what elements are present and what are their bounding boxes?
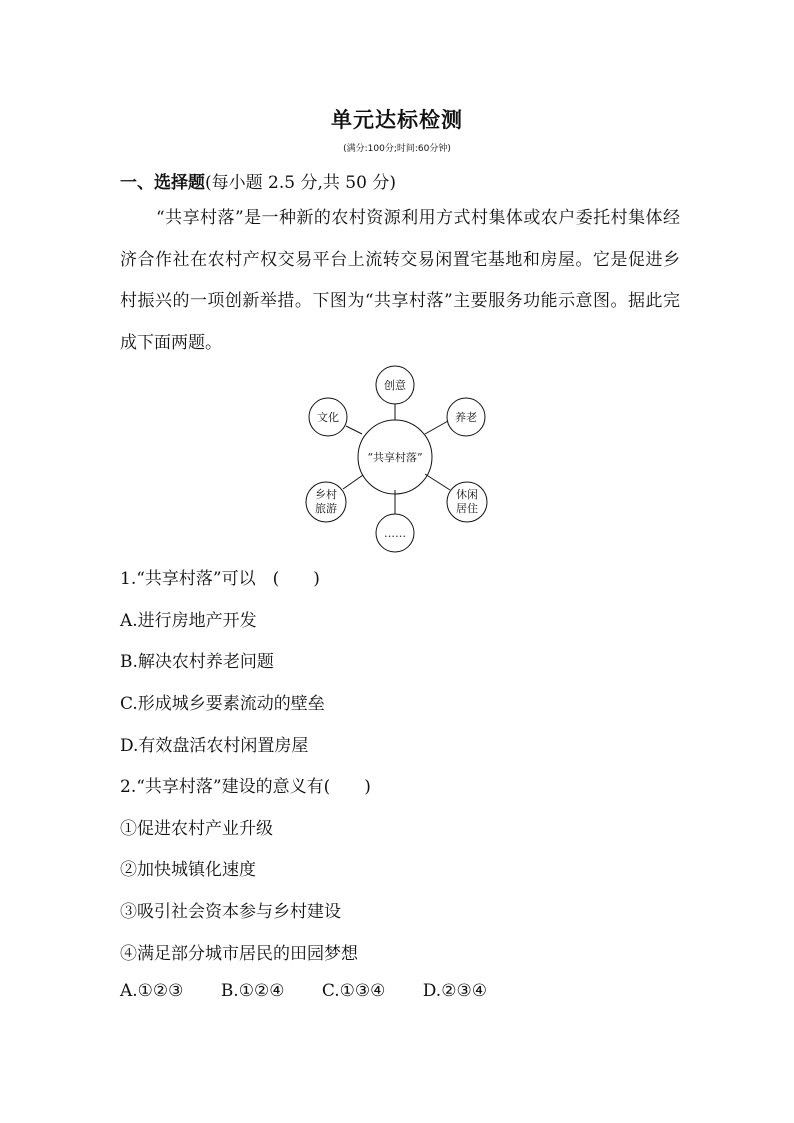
node-creative-label: 创意 — [384, 379, 406, 392]
node-leisure-label-line1: 休闲 — [456, 488, 478, 501]
connector-rural-tourism — [343, 475, 363, 489]
connector-leisure — [425, 474, 450, 490]
node-leisure-label-line2: 居住 — [456, 502, 478, 515]
node-rural-tourism-label-line1: 乡村 — [315, 488, 337, 501]
section-number: 一、 — [120, 173, 154, 193]
connector-elderly-care — [425, 421, 448, 434]
center-node-label: “共享村落” — [367, 451, 423, 464]
question-2-statement-4: ④满足部分城市居民的田园梦想 — [120, 944, 358, 964]
passage-text: “共享村落”是一种新的农村资源利用方式村集体或农户委托村集体经济合作社在农村产权交易平台上流转交易闲置宅基地和房屋。它是促进乡村振兴的一项创新举措。下图为“共享村落”主要服务功能示意图。据此完成下面两题。 — [120, 208, 680, 353]
section-heading — [120, 168, 396, 193]
question-2-statement-2: ②加快城镇化速度 — [120, 860, 256, 880]
question-1-option-a: A.进行房地产开发 — [120, 611, 257, 631]
question-1-option-c: C.形成城乡要素流动的壁垒 — [120, 694, 325, 714]
node-rural-tourism-label-line2: 旅游 — [315, 502, 337, 515]
node-culture-label: 文化 — [317, 411, 339, 424]
question-1-option-b: B.解决农村养老问题 — [120, 652, 274, 672]
question-1-option-d: D.有效盘活农村闲置房屋 — [120, 736, 309, 756]
question-2-option-d: D.②③④ — [422, 981, 487, 1001]
question-2-options — [120, 981, 519, 1001]
question-2-stem: 2.“共享村落”建设的意义有( ) — [120, 777, 371, 797]
question-2-option-a: A.①②③ — [120, 981, 184, 1001]
node-more-label: …… — [384, 527, 406, 540]
section-note: (每小题 2.5 分,共 50 分) — [205, 173, 396, 193]
service-function-diagram — [300, 364, 496, 556]
question-2-statement-1: ①促进农村产业升级 — [120, 819, 273, 839]
question-2-option-b: B.①②④ — [220, 981, 285, 1001]
page-subtitle: (满分:100分;时间:60分钟) — [343, 144, 451, 154]
question-1-stem: 1.“共享村落”可以 ( ) — [120, 569, 320, 589]
connector-culture — [346, 426, 362, 434]
section-name: 选择题 — [154, 173, 205, 193]
question-2-statement-3: ③吸引社会资本参与乡村建设 — [120, 902, 341, 922]
node-elderly-care-label: 养老 — [455, 411, 477, 424]
page-title: 单元达标检测 — [331, 108, 463, 132]
question-2-option-c: C.①③④ — [321, 981, 386, 1001]
